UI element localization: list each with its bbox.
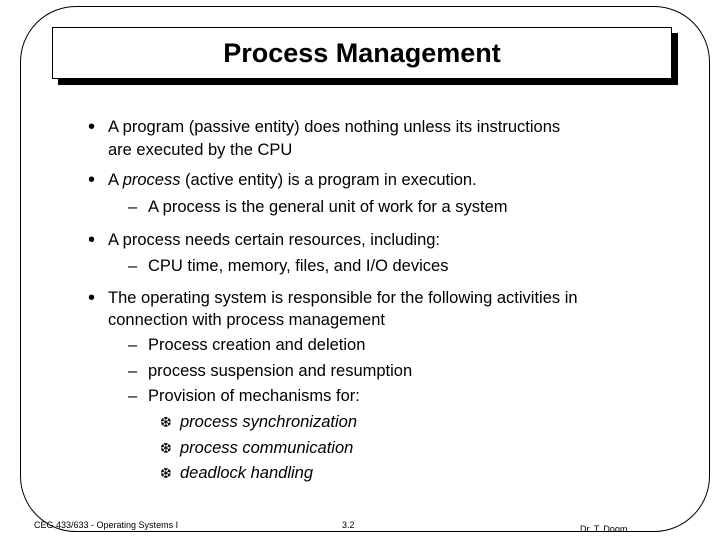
snowflake-icon: ❆ <box>160 414 172 430</box>
footer-author: Dr. T. Doom <box>580 524 628 534</box>
dash-marker: – <box>128 387 138 405</box>
bullet-4-sub-3 <box>128 388 360 405</box>
bullet-4-sub-2 <box>128 363 412 380</box>
bullet-4-subsub-1 <box>160 414 357 431</box>
dash-marker: – <box>128 198 138 216</box>
bullet-4-sub-1-text: Process creation and deletion <box>148 336 366 354</box>
dash-marker: – <box>128 336 138 354</box>
bullet-2-sub-1 <box>128 199 508 216</box>
bullet-2-suffix: (active entity) is a program in execution. <box>180 171 477 189</box>
bullet-2-prefix: A <box>108 171 123 189</box>
bullet-4-subsub-2 <box>160 440 353 457</box>
bullet-marker: • <box>88 229 96 251</box>
title-box <box>52 27 672 79</box>
bullet-3-line-1: A process needs certain resources, including: <box>108 231 441 249</box>
dash-marker: – <box>128 257 138 275</box>
bullet-4-subsub-3 <box>160 465 313 482</box>
bullet-4-line-1: The operating system is responsible for the following activities in <box>108 289 578 307</box>
bullet-4-subsub-2-text: process communication <box>180 439 354 457</box>
bullet-marker: • <box>88 287 96 309</box>
bullet-4-sub-1 <box>128 337 365 354</box>
bullet-4-line-2: connection with process management <box>108 311 385 329</box>
bullet-4-subsub-3-text: deadlock handling <box>180 464 314 482</box>
snowflake-icon: ❆ <box>160 440 172 456</box>
bullet-4-sub-3-text: Provision of mechanisms for: <box>148 387 360 405</box>
bullet-1-line-2: are executed by the CPU <box>108 141 293 159</box>
footer-slide-number: 3.2 <box>342 520 355 530</box>
bullet-3-sub-1-text: CPU time, memory, files, and I/O devices <box>148 257 449 275</box>
bullet-4-sub-2-text: process suspension and resumption <box>148 362 413 380</box>
bullet-2-emphasis: process <box>122 171 181 189</box>
bullet-2-line-1 <box>108 172 477 189</box>
dash-marker: – <box>128 362 138 380</box>
bullet-1-line-1: A program (passive entity) does nothing unless its instructions <box>108 118 561 136</box>
bullet-2-sub-1-text: A process is the general unit of work for a system <box>148 198 508 216</box>
slide-title: Process Management <box>223 37 501 68</box>
bullet-4-subsub-1-text: process synchronization <box>180 413 358 431</box>
bullet-3-sub-1 <box>128 258 448 275</box>
bullet-marker: • <box>88 169 96 191</box>
bullet-marker: • <box>88 116 96 138</box>
snowflake-icon: ❆ <box>160 465 172 481</box>
footer-course: CEG 433/633 - Operating Systems I <box>34 520 179 530</box>
